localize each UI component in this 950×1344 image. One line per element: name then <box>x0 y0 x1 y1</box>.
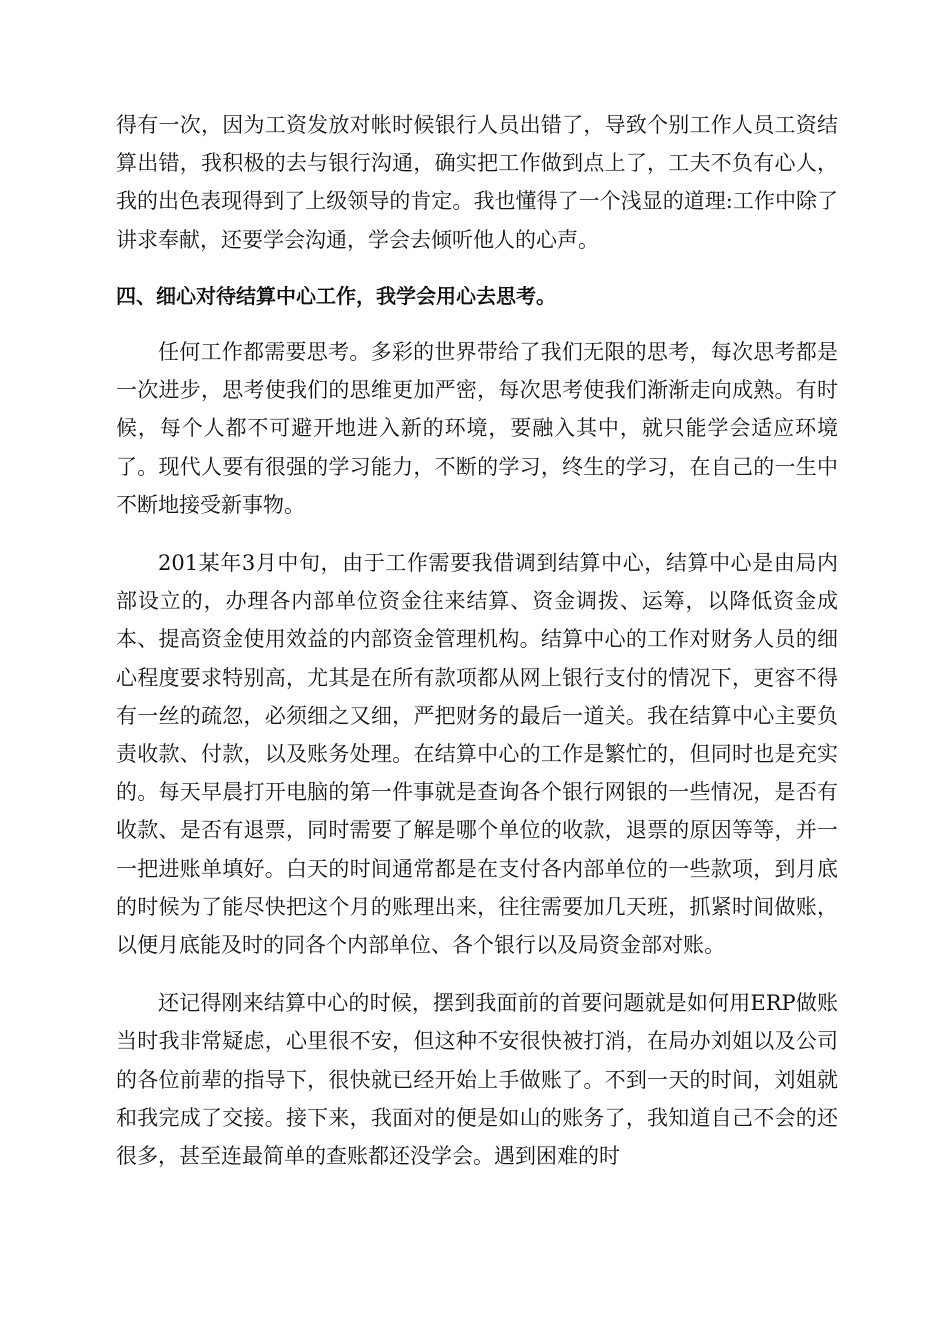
paragraph-continued: 得有一次，因为工资发放对帐时候银行人员出错了，导致个别工作人员工资结算出错，我积极的去与银行沟通，确实把工作做到点上了，工夫不负有心人，我的出色表现得到了上级领导的肯定。我也懂得了一个浅显的道理:工作中除了讲求奉献，还要学会沟通，学会去倾听他人的心声。 <box>116 113 838 252</box>
section-heading: 四、细心对待结算中心工作，我学会用心去思考。 <box>116 283 556 308</box>
paragraph-settlement-center: 201某年3月中旬，由于工作需要我借调到结算中心，结算中心是由局内部设立的，办理各内部单位资金往来结算、资金调拨、运筹，以降低资金成本、提高资金使用效益的内部资金管理机构。结算中心的工作对财务人员的细心程度要求特别高，尤其是在所有款项都从网上银行支付的情况下，更容不得有一丝的疏忽，必须细之又细，严把财务的最后一道关。我在结算中心主要负责收款、付款，以及账务处理。在结算中心的工作是繁忙的，但同时也是充实的。每天早晨打开电脑的第一件事就是查询各个银行网银的一些情况，是否有收款、是否有退票，同时需要了解是哪个单位的收款，退票的原因等等，并一一把进账单填好。白天的时间通常都是在支付各内部单位的一些款项，到月底的时候为了能尽快把这个月的账理出来，往往需要加几天班，抓紧时间做账，以便月底能及时的同各个内部单位、各个银行以及局资金部对账。 <box>116 551 838 958</box>
paragraph-erp: 还记得刚来结算中心的时候，摆到我面前的首要问题就是如何用ERP做账当时我非常疑虑，心里很不安，但这种不安很快被打消，在局办刘姐以及公司的各位前辈的指导下，很快就已经开始上手做账了。不到一天的时间，刘姐就和我完成了交接。接下来，我面对的便是如山的账务了，我知道自己不会的还很多，甚至连最简单的查账都还没学会。遇到困难的时 <box>116 991 838 1169</box>
document-page <box>116 106 838 1175</box>
paragraph-thinking: 任何工作都需要思考。多彩的世界带给了我们无限的思考，每次思考都是一次进步，思考使我们的思维更加严密，每次思考使我们渐渐走向成熟。有时候，每个人都不可避开地进入新的环境，要融入其中，就只能学会适应环境了。现代人要有很强的学习能力，不断的学习，终生的学习，在自己的一生中不断地接受新事物。 <box>116 340 838 517</box>
